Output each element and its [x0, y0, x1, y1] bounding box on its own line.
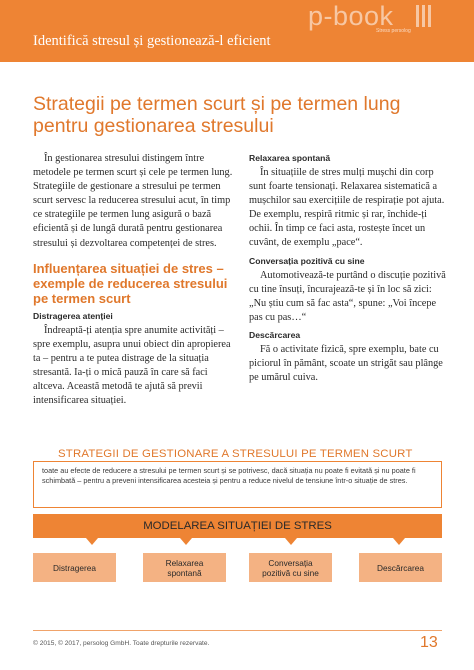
model-box-descarcarea: Descărcarea [359, 553, 442, 582]
block-relaxarea [249, 152, 447, 251]
logo-bars-icon [416, 5, 438, 27]
subhead-conversatia: Conversația pozitivă cu sine [249, 255, 365, 266]
header-title: Identifică stresul și gestionează-l eficient [33, 33, 271, 49]
arrow-down-icon [285, 538, 297, 545]
model-bar [33, 514, 442, 538]
model-title: MODELAREA SITUAȚIEI DE STRES [143, 520, 332, 532]
arrow-down-icon [180, 538, 192, 545]
block-conversatia [249, 255, 447, 325]
arrow-down-icon [393, 538, 405, 545]
strategy-title: STRATEGII DE GESTIONARE A STRESULUI PE TERMEN SCURT [58, 448, 413, 460]
subhead-relaxarea: Relaxarea spontană [249, 153, 331, 163]
footer-copyright: © 2015, © 2017, persolog GmbH. Toate drepturile rezervate. [33, 640, 210, 647]
p-book-logo: p-book [308, 1, 394, 31]
right-column [249, 152, 447, 389]
subhead-descarcarea: Descărcarea [249, 329, 301, 340]
model-box-relaxarea: Relaxarea spontană [143, 553, 226, 582]
intro-paragraph: În gestionarea stresului distingem între metodele pe termen scurt și cele pe termen lung. Strategiile de gestionare a stresului pe termen scurt servesc la reducerea stresului acut, în timp ce strategiile pe termen lung asigură o bază eficientă și de lungă durată pentru gestionarea stresului și dezvoltarea competenței de stres. [33, 153, 233, 249]
footer-divider [33, 630, 442, 631]
logo-subtitle: Stress persolog [376, 28, 411, 34]
section-title: Influențarea situației de stres – exemple de reducerea stresului pe termen scurt [33, 260, 228, 306]
subhead-distragerea: Distragerea atenției [33, 310, 113, 321]
distragerea-paragraph: Îndreaptă-ți atenția spre anumite activități – spre exemplu, asupra unui obiect din apropierea ta – pentru a te putea distrage de la situația stresantă. Ia-ți o mică pauză în care să faci altceva. Această metodă te ajută să previi intensificarea situației. [33, 324, 231, 407]
arrow-down-icon [86, 538, 98, 545]
strategy-description: toate au efecte de reducere a stresului pe termen scurt și se potrivesc, dacă situația nu poate fi evitată și nu poate fi schimbată – pentru a preveni intensificarea acesteia și pentru a reduce nivelul de tensiune într-o situație de stres. [42, 466, 416, 485]
model-box-distragerea: Distragerea [33, 553, 116, 582]
descarcarea-paragraph: Fă o activitate fizică, spre exemplu, bate cu piciorul în pământ, scoate un strigăt sau plânge pe umărul cuiva. [249, 343, 443, 384]
conversatia-paragraph: Automotivează-te purtând o discuție pozitivă cu tine însuți, încurajează-te și în loc să zici: „Nu știu cum să fac asta“, spune: „Voi începe pas cu pas…“ [249, 269, 446, 323]
page-header [0, 0, 474, 62]
main-title: Strategii pe termen scurt și pe termen lung pentru gestionarea stresului [33, 93, 401, 137]
page-number: 13 [420, 634, 438, 651]
relaxarea-paragraph: În situațiile de stres mulți mușchi din corp sunt foarte tensionați. Relaxarea sistematică a mușchilor sau exercițiile de respirație pot ajuta. De exemplu, respiră ritmic și rar, închide-ți ochii. În timp ce faci asta, rostește încet un cuvânt, de exemplu „pace“. [249, 167, 445, 249]
block-descarcarea [249, 329, 447, 385]
left-column [33, 152, 237, 408]
model-box-conversatia: Conversația pozitivă cu sine [249, 553, 332, 582]
